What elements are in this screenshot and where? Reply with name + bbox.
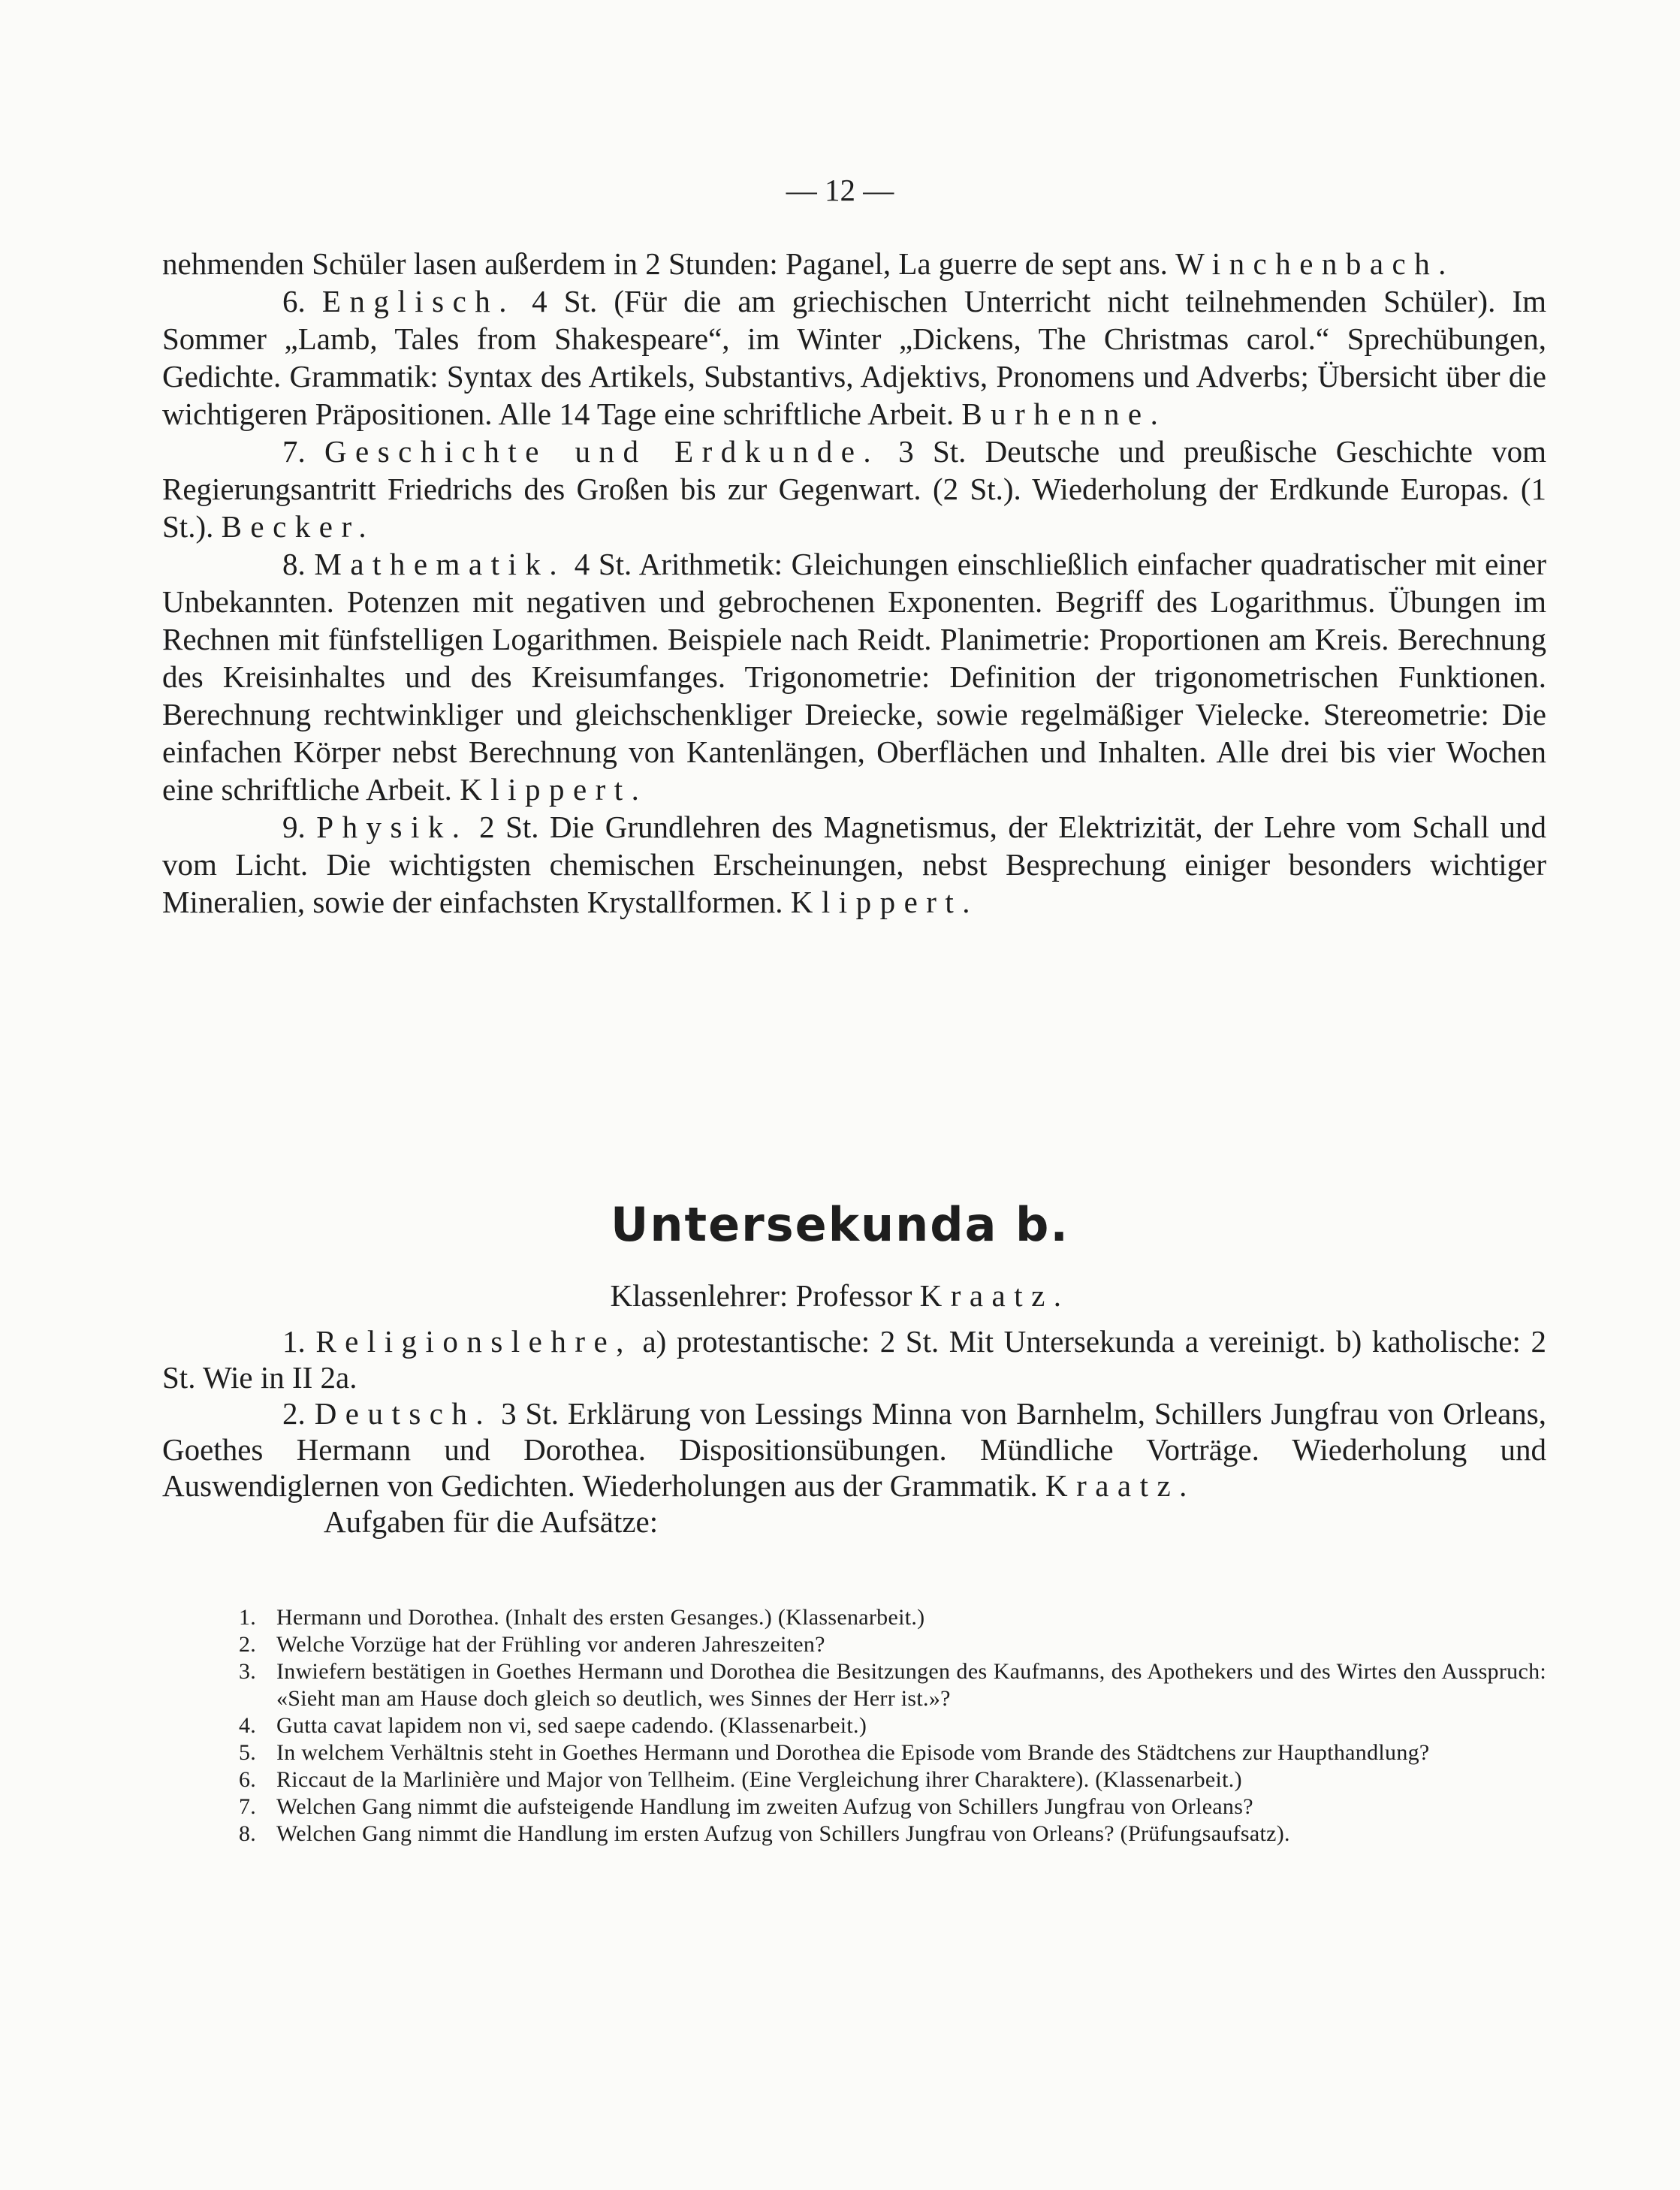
subject-physics: Physik.: [316, 810, 469, 844]
class-teacher-label: Klassenlehrer: Professor: [610, 1278, 912, 1313]
teacher-name: Becker.: [221, 509, 376, 544]
essay-item: [239, 1658, 1546, 1712]
subject-religion: Religionslehre,: [315, 1324, 632, 1359]
section-heading: Untersekunda b.: [611, 1197, 1069, 1252]
paragraph-physics: [162, 808, 1546, 921]
paragraph-german: [162, 1395, 1546, 1504]
essays-title: Aufgaben für die Aufsätze:: [324, 1504, 659, 1539]
teacher-name: Burhenne.: [961, 397, 1167, 431]
item-number: 2.: [282, 1396, 306, 1431]
history-description: 3 St. Deutsche und preußische Geschichte vom Regierungsantritt Friedrichs des Großen bis zur Gegenwart. (2 St.). Wiederholung der Erdkunde Europas. (1 St.).: [162, 434, 1546, 544]
essay-number: 3.: [239, 1659, 257, 1684]
essay-number: 6.: [239, 1767, 257, 1792]
essay-number: 5.: [239, 1740, 257, 1765]
subject-english: Englisch.: [321, 284, 515, 318]
german-description: 3 St. Erklärung von Lessings Minna von Barnhelm, Schillers Jungfrau von Orleans, Goethes Hermann und Dorothea. Dispositionsübungen. Mündliche Vorträge. Wiederholung und Auswendiglernen von Gedichten. Wiederholungen aus der Grammatik.: [162, 1396, 1547, 1503]
physics-description: 2 St. Die Grundlehren des Magnetismus, der Elektrizität, der Lehre vom Schall und vom Licht. Die wichtigsten chemischen Erscheinungen, nebst Besprechung einiger besonders wichtiger Mineralien, sowie der einfachsten Krystallformen.: [162, 810, 1547, 919]
section-content: [162, 1323, 1546, 1540]
page-number: — 12 —: [786, 173, 894, 207]
teacher-name: Winchenbach.: [1175, 246, 1455, 281]
subject-history: Geschichte und Erdkunde.: [324, 434, 880, 469]
essay-list: [239, 1604, 1546, 1848]
subject-mathematics: Mathematik.: [314, 547, 566, 581]
essay-text: Welche Vorzüge hat der Frühling vor anderen Jahreszeiten?: [276, 1632, 825, 1657]
essay-number: 1.: [239, 1605, 257, 1630]
essay-number: 8.: [239, 1821, 257, 1846]
item-number: 7.: [282, 434, 306, 469]
curriculum-continued: [162, 245, 1546, 921]
item-number: 6.: [282, 284, 306, 318]
teacher-name: Klippert.: [790, 885, 979, 919]
subject-german: Deutsch.: [314, 1396, 493, 1431]
item-number: 9.: [282, 810, 306, 844]
essay-item: [239, 1739, 1546, 1766]
english-description: 4 St. (Für die am griechischen Unterricht nicht teilnehmenden Schüler). Im Sommer „Lamb, Tales from Shakespeare“, im Winter „Dickens, The Christmas carol.“ Sprechübungen, Gedichte. Grammatik: Syntax des Artikels, Substantivs, Adjektivs, Pronomens und Adverbs; Übersicht über die wichtigeren Präpositionen. Alle 14 Tage eine schriftliche Arbeit.: [162, 284, 1547, 431]
essay-text: Welchen Gang nimmt die aufsteigende Handlung im zweiten Aufzug von Schillers Jungfrau von Orleans?: [276, 1794, 1253, 1819]
essay-text: Inwiefern bestätigen in Goethes Hermann und Dorothea die Besitzungen des Kaufmanns, des Apothekers und des Wirtes den Ausspruch: «Sieht man am Hause doch gleich so deutlich, wes Sinnes der Herr ist.»?: [276, 1659, 1546, 1711]
essay-item: [239, 1712, 1546, 1739]
class-teacher-line: [0, 1277, 1680, 1314]
teacher-name: Klippert.: [460, 772, 648, 807]
essay-text: Welchen Gang nimmt die Handlung im ersten Aufzug von Schillers Jungfrau von Orleans? (Prüfungsaufsatz).: [276, 1821, 1290, 1846]
essay-number: 7.: [239, 1794, 257, 1819]
paragraph-mathematics: [162, 545, 1546, 808]
essay-item: [239, 1604, 1546, 1631]
mathematics-description: 4 St. Arithmetik: Gleichungen einschließlich einfacher quadratischer mit einer Unbekannten. Potenzen mit negativen und gebrochenen Exponenten. Begriff des Logarithmus. Übungen im Rechnen mit fünfstelligen Logarithmen. Beispiele nach Reidt. Planimetrie: Proportionen am Kreis. Berechnung des Kreisinhaltes und des Kreisumfanges. Trigonometrie: Definition der trigonometrischen Funktionen. Berechnung rechtwinkliger und gleichschenkliger Dreiecke, sowie regelmäßiger Vielecke. Stereometrie: Die einfachen Körper nebst Berechnung von Kantenlängen, Oberflächen und Inhalten. Alle drei bis vier Wochen eine schriftliche Arbeit.: [162, 547, 1547, 807]
essay-item: [239, 1820, 1546, 1848]
class-teacher-name: Kraatz.: [919, 1278, 1070, 1313]
item-number: 1.: [282, 1324, 306, 1359]
essay-text: Gutta cavat lapidem non vi, sed saepe cadendo. (Klassenarbeit.): [276, 1713, 867, 1738]
paragraph-french-reading: [162, 245, 1546, 282]
essay-number: 4.: [239, 1713, 257, 1738]
paragraph-english: [162, 282, 1546, 433]
paragraph-history: [162, 433, 1546, 545]
essay-text: Riccaut de la Marlinière und Major von Tellheim. (Eine Vergleichung ihrer Charaktere). (Klassenarbeit.): [276, 1767, 1242, 1792]
religion-description: a) protestantische: 2 St. Mit Untersekunda a vereinigt. b) katholische: 2 St. Wie in II 2a.: [162, 1324, 1547, 1395]
item-number: 8.: [282, 547, 306, 581]
essay-text: In welchem Verhältnis steht in Goethes Hermann und Dorothea die Episode vom Brande des Städtchens zur Haupthandlung?: [276, 1740, 1430, 1765]
paragraph-religion: [162, 1323, 1546, 1395]
essay-text: Hermann und Dorothea. (Inhalt des ersten Gesanges.) (Klassenarbeit.): [276, 1605, 925, 1630]
essay-item: [239, 1631, 1546, 1658]
essay-number: 2.: [239, 1632, 257, 1657]
essay-item: [239, 1766, 1546, 1793]
french-reading-text: nehmenden Schüler lasen außerdem in 2 Stunden: Paganel, La guerre de sept ans.: [162, 246, 1168, 281]
teacher-name: Kraatz.: [1045, 1468, 1196, 1503]
essay-item: [239, 1793, 1546, 1820]
